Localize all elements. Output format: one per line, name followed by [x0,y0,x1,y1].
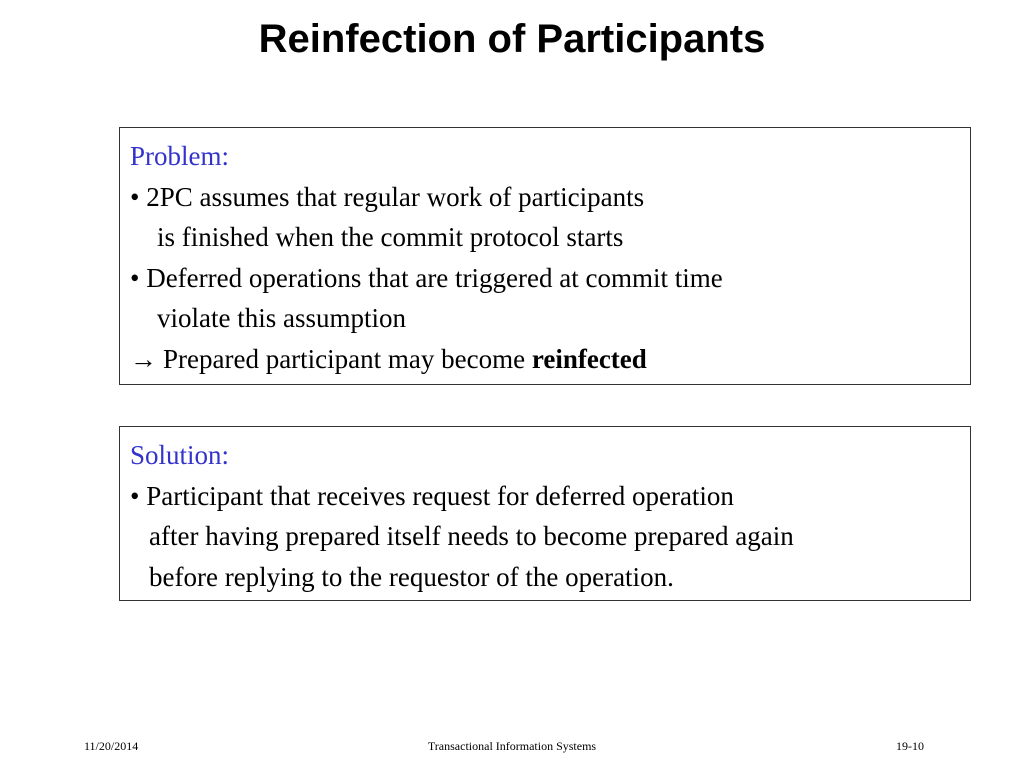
problem-bullet-1-line-2: is finished when the commit protocol starts [157,222,624,252]
problem-bullet-2-line-2: violate this assumption [157,303,406,333]
problem-conclusion-text: Prepared participant may become [163,343,532,374]
problem-bullet-2-line-1: • Deferred operations that are triggered at commit time [130,262,723,293]
right-arrow-icon: → [130,343,157,374]
solution-bullet-1-line-3: before replying to the requestor of the operation. [149,561,674,592]
problem-heading: Problem: [130,141,229,171]
slide-title: Reinfection of Participants [258,17,766,61]
footer-course-title: Transactional Information Systems [427,739,597,753]
problem-conclusion [130,339,970,380]
solution-bullet-1-line-2: after having prepared itself needs to become prepared again [149,521,794,551]
footer-date: 11/20/2014 [84,739,139,753]
solution-box [119,426,971,601]
footer-slide-number: 19-10 [896,739,924,753]
solution-heading: Solution: [130,440,230,470]
problem-conclusion-bold: reinfected [531,343,647,374]
problem-bullet-1-line-1: • 2PC assumes that regular work of participants [130,181,645,212]
solution-bullet-1-line-1: • Participant that receives request for deferred operation [130,480,734,511]
problem-box [119,127,971,385]
